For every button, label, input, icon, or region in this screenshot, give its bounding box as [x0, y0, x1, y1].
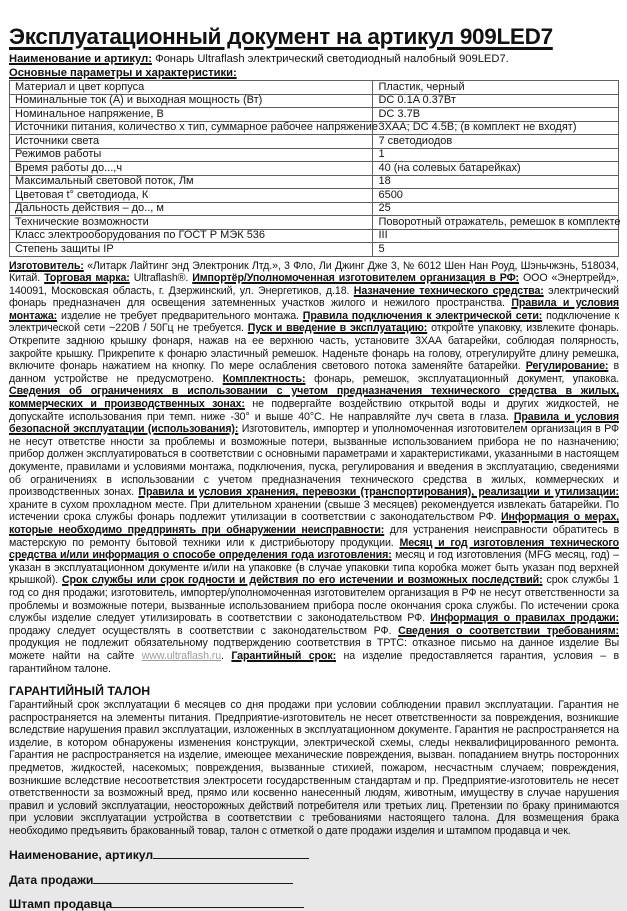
- segment-text: ООО «Энертрейд», 140091, Московская область, г. Дзержинский, ул. Энергетиков, д.18.: [9, 272, 620, 297]
- warranty-heading: ГАРАНТИЙНЫЙ ТАЛОН: [9, 684, 151, 699]
- field-label: Штамп продавца: [9, 897, 113, 911]
- segment-label: Правила и условия безопасной эксплуатации (использования):: [9, 410, 619, 436]
- table-row: [10, 162, 619, 176]
- segment-text: месяц и год изготовления (MFG месяц, год) – указан в эксплуатационном документе и/или на упаковке (в случае упаковки типа коробка может быть указан под верхней крышкой).: [9, 549, 619, 587]
- segment-label: Правила и условия монтажа:: [9, 297, 619, 322]
- params-caption: Основные параметры и характеристики:: [9, 67, 237, 79]
- segment-text: храните в сухом прохладном месте. При длительном хранении (свыше 3 месяцев) рекомендуется извлекать батарейки. По истечении срока службы фонарь подлежит утилизации в соответствии с законодательством РФ.: [9, 498, 619, 524]
- main-text-block: [9, 260, 619, 676]
- table-row: [10, 94, 619, 108]
- table-row: [10, 108, 619, 122]
- table-row: [10, 81, 619, 95]
- segment-label: Сведения о соответствии требованиям:: [398, 624, 619, 637]
- segment-text: подключение к электрической сети ~220В / 50Гц не требуется.: [9, 309, 620, 335]
- param-cell: Режимов работы: [10, 148, 373, 162]
- segment-text: Ultraflash®.: [133, 272, 189, 285]
- segment-text: изделие не требует предварительного монтажа.: [61, 309, 299, 322]
- segment-text: для устранения неисправности обратитесь в мастерскую по ремонту бытовой техники или к дистрибьютору продукции.: [9, 523, 620, 549]
- table-row: [10, 175, 619, 189]
- segment-label: Изготовитель:: [9, 259, 84, 272]
- signature-line: [93, 872, 293, 884]
- table-row: [10, 202, 619, 216]
- warranty-text: Гарантийный срок эксплуатации 6 месяцев со дня продажи при условии соблюдении правил эксплуатации. Гарантия не распространяется на элементы питания. Предприятие-изготовитель не несет ответственности за повреждения, возникшие вследствие нарушения правил эксплуатации, изложенных в эксплуатационном документе. Гарантия не распространяется на изделие, в котором обнаружены изменения конструкции, электрической схемы, следы неквалифицированного ремонта. Гарантия не распространяется на изделие, имеющее механические повреждения, вызван. попаданием внутрь посторонних предметов, жидкостей, насекомых; повреждения, вызванные стихией, пожаром, несчастным случаем; повреждения, возникшие вследствие несоответствия электросети государственным стандартам и пр. Предприятие-изготовитель не несет ответственности за возможный вред, прямо или косвенно нанесенный людям, животным, имуществу в случае нарушения правил и условий эксплуатации, неосторожных действий потребителя или третьих лиц. Претензии по браку принимаются при условии эксплуатации устройства в соответствии с требованиями настоящего талона. Для возмещения брака необходимо предъявить бракованный товар, талон с отметкой о дате продажи изделия и штампом продавца и чек.: [9, 699, 619, 838]
- segment-text: .: [221, 649, 224, 662]
- table-row: [10, 216, 619, 230]
- segment-label: Пуск и введение в эксплуатацию:: [247, 322, 428, 335]
- signature-line: [153, 847, 309, 859]
- segment-text: срок службы 1 год со дня продажи; изготовитель, импортер/уполномоченная изготовителем организация в РФ не несут ответственности за проблемы и возможные потери, вызванные использованием прибора после окончания срока службы. По истечении срока службы изделие следует утилизировать в соответствии с законодательством РФ.: [9, 574, 619, 625]
- page-title: Эксплуатационный документ на артикул 909LED7: [9, 24, 553, 49]
- segment-label: Регулирование:: [525, 360, 609, 373]
- params-table: [9, 80, 619, 257]
- segment-label: Срок службы или срок годности и действия по его истечении и возможных последствий:: [61, 574, 543, 587]
- segment-text: продажу следует осуществлять в соответствии с законодательством РФ.: [9, 624, 392, 637]
- param-cell: Максимальный световой поток, Лм: [10, 175, 373, 189]
- value-cell: DC 3.7В: [373, 108, 619, 122]
- segment-label: Импортёр/Уполномоченная изготовителем организация в РФ:: [192, 272, 519, 285]
- field-row-name-article: [9, 847, 619, 862]
- table-row: [10, 135, 619, 149]
- value-cell: 18: [373, 175, 619, 189]
- segment-label: Правила подключения к электрической сети:: [302, 309, 543, 322]
- segment-text: на изделие предоставляется гарантия, условия – в гарантийном талоне.: [9, 649, 620, 675]
- value-cell: 3ХАА; DC 4.5В; (в комплект не входят): [373, 121, 619, 135]
- field-label: Дата продажи: [9, 872, 94, 887]
- field-label: Наименование, артикул: [9, 848, 154, 863]
- segment-label: Назначение технического средства:: [353, 284, 544, 297]
- param-cell: Цветовая t° светодиода, К: [10, 189, 373, 203]
- table-row: [10, 229, 619, 243]
- field-row-seller-stamp: [9, 896, 619, 911]
- segment-label: Информация о мерах, которые необходимо предпринять при обнаружении неисправности:: [9, 511, 619, 536]
- value-cell: 25: [373, 202, 619, 216]
- value-cell: Поворотный отражатель, ремешок в комплекте: [373, 216, 619, 230]
- param-cell: Дальность действия – до.., м: [10, 202, 373, 216]
- table-row: [10, 121, 619, 135]
- value-cell: Пластик, черный: [373, 81, 619, 95]
- value-cell: III: [373, 229, 619, 243]
- segment-text: не подвергайте воздействию открытой воды и других жидкостей, не допускайте использования при темп. ниже -30° и выше 40°С. Не направляйте луч света в глаза.: [9, 398, 619, 423]
- signature-line: [112, 896, 304, 908]
- name-article-label: Наименование и артикул:: [9, 53, 152, 65]
- value-cell: DC 0.1A 0.37Вт: [373, 94, 619, 108]
- segment-label: Гарантийный срок:: [231, 649, 337, 662]
- param-cell: Источники питания, количество х тип, суммарное рабочее напряжение: [10, 121, 373, 135]
- value-cell: 1: [373, 148, 619, 162]
- segment-label: Комплектность:: [222, 372, 306, 385]
- segment-text: Изготовитель, импортер и уполномоченная изготовителем организация в РФ не несут ответстве нности за проблемы и возможные потери, вызванные использованием прибора не по назначению; прибор должен эксплуатироваться в соответствии с основными параметрами и характеристиками, указанными в настоящем документе, правилами и условиями монтажа, подключения, пуска, регулирования и введения в эксплуатацию, сведениями об ограничениях в использовании с учетом предназначения технического средства в жилых, коммерческих и производственных зонах.: [9, 423, 620, 499]
- name-article-line: [9, 53, 619, 66]
- param-cell: Технические возможности: [10, 216, 373, 230]
- segment-label: Правила и условия хранения, перевозки (транспортирования), реализации и утилизации:: [138, 486, 620, 499]
- segment-label: Торговая марка:: [44, 272, 130, 285]
- segment-label: Информация о правилах продажи:: [430, 612, 619, 625]
- param-cell: Материал и цвет корпуса: [10, 81, 373, 95]
- segment-label: Сведения об ограничениях в использовании с учетом предназначения технического средства в жилых, коммерческих и производственных зонах:: [9, 385, 619, 411]
- segment-text: «Литарк Лайтинг энд Электроник Лтд.», 3 Фло, Ли Джинг Дже 3, № 6012 Шен Нан Роуд, Шэньчжэнь, 518034, Китай.: [9, 259, 619, 285]
- param-cell: Время работы до...,ч: [10, 162, 373, 176]
- segment-text: фонарь, ремешок, эксплуатационный документ, упаковка.: [314, 372, 620, 385]
- segment-text: в данном устройстве не предусмотрено.: [9, 360, 620, 385]
- value-cell: 5: [373, 243, 619, 257]
- table-row: [10, 189, 619, 203]
- ultraflash-link[interactable]: www.ultraflash.ru: [141, 649, 222, 662]
- value-cell: 6500: [373, 189, 619, 203]
- segment-text: электрический фонарь предназначен для освещения затемненных участков жилого и нежилого пространства.: [9, 284, 620, 310]
- param-cell: Класс электрооборудования по ГОСТ Р МЭК 536: [10, 229, 373, 243]
- param-cell: Номинальное напряжение, В: [10, 108, 373, 122]
- segment-text: продукция не подлежит обязательному подтверждению соответствия в ТРТС: отказное письмо на данное изделие Вы можете найти на сайте: [9, 637, 619, 662]
- segment-text: откройте упаковку, извлеките фонарь. Открепите заднюю крышку фонаря, нажав на ее верхнюю часть, установите 3ХАА батарейки, соблюдая полярность, закройте крышку. Прикрепите к фонарю эластичный ремешок. Наденьте фонарь на голову, отрегулируйте длину ремешка, включите фонарь нажатием на кнопку. По мере ослабления светового потока заменяйте батарейки.: [9, 322, 619, 373]
- table-row: [10, 148, 619, 162]
- segment-label: Месяц и год изготовления технического средства и/или информация о способе определения года изготовления:: [9, 536, 620, 562]
- param-cell: Степень защиты IP: [10, 243, 373, 257]
- name-article-value: Фонарь Ultraflash электрический светодиодный налобный 909LED7.: [155, 53, 509, 65]
- field-row-sale-date: [9, 872, 619, 887]
- value-cell: 7 светодиодов: [373, 135, 619, 149]
- param-cell: Номинальные ток (А) и выходная мощность (Вт): [10, 94, 373, 108]
- param-cell: Источники света: [10, 135, 373, 149]
- value-cell: 40 (на солевых батарейках): [373, 162, 619, 176]
- table-row: [10, 243, 619, 257]
